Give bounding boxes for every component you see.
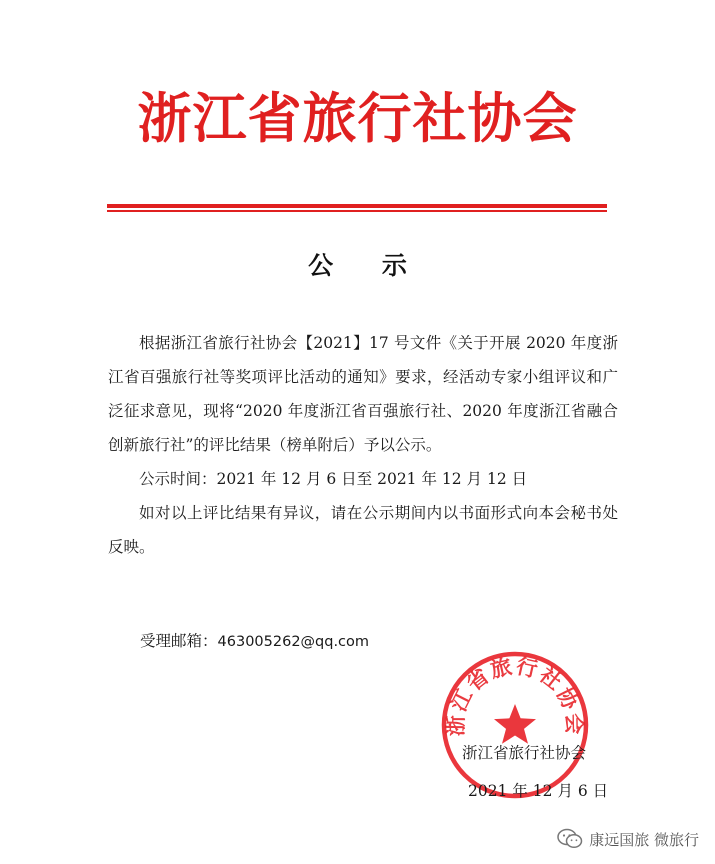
mailbox-email: 463005262@qq.com bbox=[217, 634, 370, 650]
contact-mailbox bbox=[140, 626, 369, 657]
watermark bbox=[557, 828, 699, 850]
body-paragraph-2: 公示时间：2021 年 12 月 6 日至 2021 年 12 月 12 日 bbox=[139, 470, 528, 488]
signature-org: 浙江省旅行社协会 bbox=[462, 744, 587, 762]
body-paragraph-1: 根据浙江省旅行社协会【2021】17 号文件《关于开展 2020 年度浙江省百强旅行社等奖项评比活动的通知》要求，经活动专家小组评议和广泛征求意见，现将“2020 年度浙江省百强旅行社、2020 年度浙江省融合创新旅行社”的评比结果（榜单附后）予以公示。 bbox=[108, 334, 618, 454]
org-header: 浙江省旅行社协会 bbox=[137, 86, 578, 150]
body-text bbox=[108, 326, 618, 564]
signature-date: 2021 年 12 月 6 日 bbox=[468, 782, 609, 800]
document-title: 公 示 bbox=[308, 251, 427, 280]
seal-text: 浙江省旅行社协会 bbox=[442, 652, 588, 737]
mailbox-label: 受理邮箱： bbox=[140, 632, 218, 650]
header-rule-thick bbox=[107, 204, 607, 208]
header-rule-thin bbox=[107, 210, 607, 212]
wechat-icon bbox=[557, 828, 583, 850]
body-paragraph-3: 如对以上评比结果有异议，请在公示期间内以书面形式向本会秘书处反映。 bbox=[108, 504, 618, 556]
watermark-text: 康远国旅 微旅行 bbox=[589, 830, 699, 849]
